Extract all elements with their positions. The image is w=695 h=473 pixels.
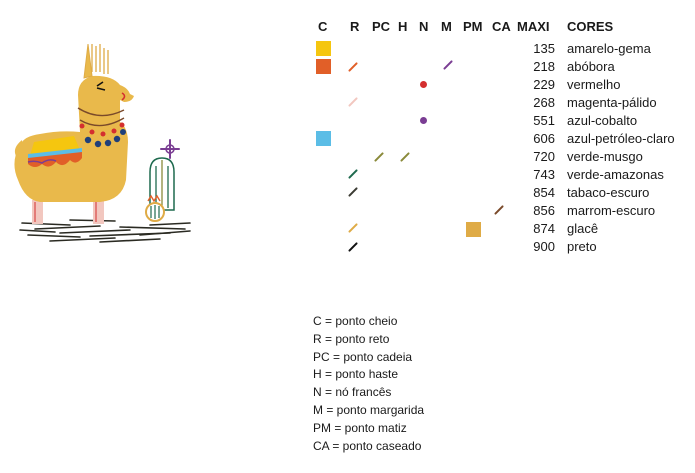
maxi-code: 606 <box>533 131 555 146</box>
header-pm: PM <box>463 19 483 34</box>
maxi-code: 551 <box>533 113 555 128</box>
maxi-code: 720 <box>533 149 555 164</box>
stitch-mark-m <box>443 60 453 70</box>
legend-item: H = ponto haste <box>313 367 399 382</box>
stitch-swatch-c <box>316 59 331 74</box>
stitch-mark-ca <box>494 205 504 215</box>
header-m: M <box>441 19 452 34</box>
color-name: azul-petróleo-claro <box>567 131 675 146</box>
stitch-mark-r <box>348 169 358 179</box>
legend-item: C = ponto cheio <box>313 314 398 328</box>
maxi-code: 218 <box>533 59 555 74</box>
stitch-mark-r <box>348 223 358 233</box>
maxi-code: 229 <box>533 77 555 92</box>
stitch-mark-r <box>348 242 358 252</box>
maxi-code: 268 <box>533 95 555 110</box>
legend-item: PM = ponto matiz <box>313 420 407 435</box>
stitch-swatch-pm <box>466 222 481 237</box>
color-name: verde-musgo <box>567 149 643 164</box>
stitch-dot-n <box>420 81 427 88</box>
color-name: abóbora <box>567 59 615 74</box>
maxi-code: 135 <box>533 41 555 56</box>
header-ca: CA <box>492 19 511 34</box>
header-pc: PC <box>372 19 391 34</box>
cactus-flower <box>161 140 179 158</box>
legend-item: M = ponto margarida <box>313 402 425 417</box>
maxi-code: 743 <box>533 167 555 182</box>
stitch-legend <box>313 313 424 455</box>
color-name: azul-cobalto <box>567 113 638 128</box>
legend-item: CA = ponto caseado <box>313 438 422 453</box>
stitch-swatch-c <box>316 131 331 146</box>
legend-item: R = ponto reto <box>313 331 390 346</box>
maxi-code: 856 <box>533 203 555 218</box>
stitch-mark-r <box>348 187 358 197</box>
color-name: amarelo-gema <box>567 41 651 56</box>
maxi-code: 874 <box>533 221 555 236</box>
color-name: glacê <box>567 221 599 236</box>
color-name: verde-amazonas <box>567 167 664 182</box>
header-h: H <box>398 19 408 34</box>
stitch-mark-h <box>400 152 410 162</box>
ground-stitches <box>20 220 190 242</box>
cactus <box>146 140 179 221</box>
header-cores: CORES <box>567 19 614 34</box>
maxi-code: 900 <box>533 239 555 254</box>
header-n: N <box>419 19 429 34</box>
stitch-mark-r <box>348 62 358 72</box>
llama <box>14 44 134 224</box>
stitch-mark-pc <box>374 152 384 162</box>
header-r: R <box>350 19 360 34</box>
legend-item: PC = ponto cadeia <box>313 349 413 364</box>
color-name: tabaco-escuro <box>567 185 650 200</box>
color-name: preto <box>567 239 597 254</box>
stitch-mark-r <box>348 97 358 107</box>
color-name: magenta-pálido <box>567 95 657 110</box>
llama-illustration <box>0 30 200 260</box>
maxi-code: 854 <box>533 185 555 200</box>
color-name: marrom-escuro <box>567 203 656 218</box>
legend-item: N = nó francês <box>313 385 392 400</box>
header-maxi: MAXI <box>517 19 550 34</box>
stitch-swatch-c <box>316 41 331 56</box>
color-name: vermelho <box>567 77 621 92</box>
stitch-dot-n <box>420 117 427 124</box>
header-c: C <box>318 19 328 34</box>
